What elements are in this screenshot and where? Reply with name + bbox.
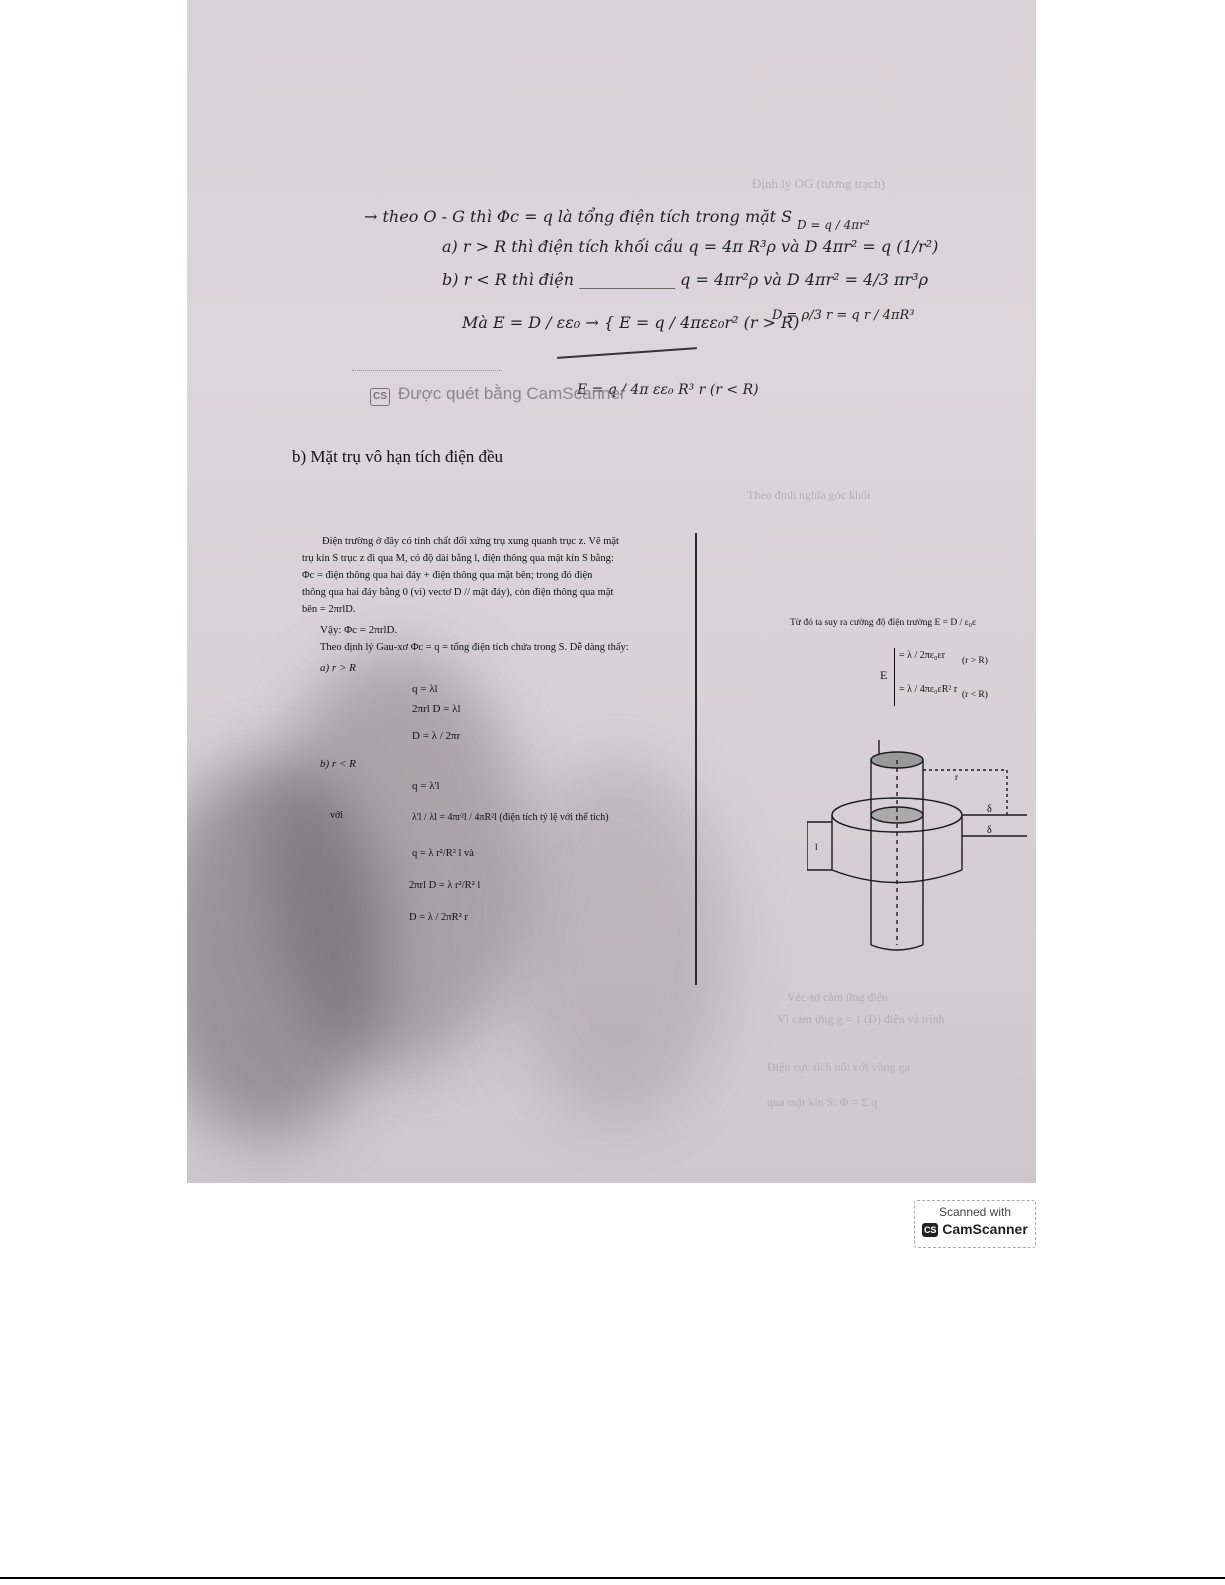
fig-label: l <box>815 842 818 852</box>
page-bottom-rule <box>0 1577 1225 1579</box>
with-label: với <box>330 810 344 821</box>
formula: D = λ / 2πR² r <box>409 912 468 923</box>
paragraph-line: trụ kín S trục z đi qua M, có độ dài bằng l, điện thông qua mặt kín S bằng: <box>302 553 614 564</box>
formula: D = λ / 2πr <box>412 730 461 742</box>
field-condition: (r > R) <box>962 656 988 666</box>
bleed-through-text: Theo định nghĩa góc khối <box>747 488 871 502</box>
formula: 2πrl D = λ r²/R² l <box>409 880 481 891</box>
case-label: b) r < R <box>320 758 356 770</box>
bleed-through-text: Vì cảm ứng g = 1 (Đ) điện và trình <box>777 1012 945 1026</box>
formula: q = λl <box>412 683 438 695</box>
paragraph-line: Φc = điện thông qua hai đáy + điện thông qua mặt bên; trong đó điện <box>302 570 593 581</box>
fig-label: δ <box>987 825 992 836</box>
bleed-through-text: Véc-tơ cảm ứng điện <box>787 990 889 1004</box>
field-intro: Từ đó ta suy ra cường độ điện trường E = D / ε₀ε <box>790 618 976 628</box>
paragraph-line: Điện trường ở đây có tính chất đối xứng trụ xung quanh trục z. Vẽ mặt <box>322 536 619 547</box>
column-divider <box>695 533 697 985</box>
formula: λ'l / λl = 4πr²l / 4πR²l (điện tích tỷ lệ với thể tích) <box>412 812 609 823</box>
dotted-separator <box>352 370 502 371</box>
badge-caption: Scanned with <box>938 1205 1012 1219</box>
handwritten-line: a) r > R thì điện tích khối cầu q = 4π R³ρ và D 4πr² = q (1/r²) <box>442 237 939 256</box>
camscanner-badge <box>914 1200 1036 1248</box>
handwritten-note: D = ρ/3 r = q r / 4πR³ <box>772 308 915 323</box>
badge-brand <box>915 1221 1035 1237</box>
field-formula: = λ / 2πε₀εr <box>899 650 946 661</box>
camscanner-logo-icon: CS <box>370 388 390 406</box>
badge-brand-name: CamScanner <box>942 1221 1028 1237</box>
paragraph-line: bên = 2πrlD. <box>302 604 356 615</box>
fig-label: δ <box>987 804 992 815</box>
fig-label: r <box>955 772 958 782</box>
cylinder-figure <box>807 740 1027 960</box>
bleed-through-text: Điện cực tích nối với vùng ga <box>767 1060 910 1074</box>
scanned-photo <box>187 0 1036 1183</box>
handwritten-note: D = q / 4πr² <box>797 218 870 232</box>
handwritten-line: b) r < R thì điện ____________ q = 4πr²ρ và D 4πr² = 4/3 πr³ρ <box>442 270 928 289</box>
section-title: b) Mặt trụ vô hạn tích điện đều <box>292 447 504 466</box>
gauss-line: Theo định lý Gau-xơ Φc = q = tổng điện tích chứa trong S. Dễ dàng thấy: <box>320 642 629 653</box>
field-symbol: E <box>880 668 888 682</box>
handwritten-line: → theo O - G thì Φc = q là tổng điện tích trong mặt S . <box>364 207 803 226</box>
paragraph-line: thông qua hai đáy bằng 0 (vì) vectơ D // mặt đáy), còn điện thông qua mặt <box>302 587 614 598</box>
handwritten-line: E = q / 4π εε₀ R³ r (r < R) <box>577 382 759 398</box>
bleed-through-text: qua mặt kín S: Φ = Σ q <box>767 1095 878 1109</box>
case-label: a) r > R <box>320 662 356 674</box>
handwritten-line: Mà E = D / εε₀ → { E = q / 4πεε₀r² (r > R) <box>462 313 800 332</box>
result-line: Vậy: Φc = 2πrlD. <box>320 624 398 636</box>
bleed-through-text: Định lý OG (tương trạch) <box>752 176 886 191</box>
body-paragraph <box>302 533 619 618</box>
camscanner-logo-icon: CS <box>923 1225 937 1236</box>
watermark-text: Được quét bằng CamScanner <box>398 384 626 403</box>
formula: 2πrl D = λl <box>412 703 461 715</box>
field-condition: (r < R) <box>962 690 988 700</box>
field-formula: = λ / 4πε₀εR² r <box>899 684 958 695</box>
brace-line <box>894 648 895 706</box>
shadow-blob <box>267 650 527 1070</box>
strike-line <box>557 347 697 359</box>
camscanner-watermark <box>370 384 626 406</box>
formula: q = λ r²/R² l và <box>412 848 474 859</box>
formula: q = λ'l <box>412 780 440 792</box>
